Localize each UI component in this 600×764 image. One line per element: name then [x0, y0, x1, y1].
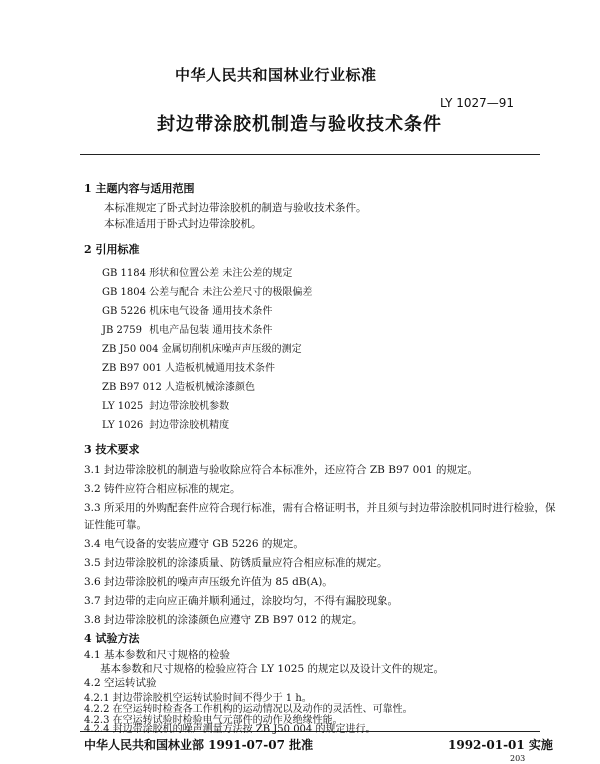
clause-3-3-cont: 证性能可靠。	[84, 519, 147, 531]
section-4-heading: 4 试验方法	[84, 632, 140, 645]
clause-4-2-4: 4.2.4 封边带涂胶机的噪声测量方法按 ZB J50 004 的规定进行。	[84, 724, 376, 735]
ref-item: JB 2759 机电产品包装 通用技术条件	[102, 325, 273, 336]
section-1-para-2: 本标准适用于卧式封边带涂胶机。	[104, 218, 262, 230]
standard-code: LY 1027—91	[440, 96, 515, 110]
clause-3-4: 3.4 电气设备的安装应遵守 GB 5226 的规定。	[84, 538, 304, 550]
section-1-heading: 1 主题内容与适用范围	[84, 182, 195, 195]
ref-item: LY 1025 封边带涂胶机参数	[102, 401, 230, 412]
clause-3-6: 3.6 封边带涂胶机的噪声声压级允许值为 85 dB(A)。	[84, 576, 333, 588]
clause-4-1: 4.1 基本参数和尺寸规格的检验	[84, 649, 231, 661]
org-title: 中华人民共和国林业行业标准	[175, 66, 377, 84]
ref-item: ZB J50 004 金属切削机床噪声声压级的测定	[102, 344, 302, 355]
ref-item: GB 1804 公差与配合 未注公差尺寸的极限偏差	[102, 287, 313, 298]
clause-4-1-text: 基本参数和尺寸规格的检验应符合 LY 1025 的规定以及设计文件的规定。	[100, 663, 444, 675]
clause-3-8: 3.8 封边带涂胶机的涂漆颜色应遵守 ZB B97 012 的规定。	[84, 614, 363, 626]
section-3-heading: 3 技术要求	[84, 443, 140, 456]
clause-4-2-2: 4.2.2 在空运转时检查各工作机构的运动情况以及动作的灵活性、可靠性。	[84, 704, 413, 715]
ref-item: LY 1026 封边带涂胶机精度	[102, 420, 230, 431]
clause-4-2: 4.2 空运转试验	[84, 677, 157, 689]
ref-item: ZB B97 001 人造板机械通用技术条件	[102, 363, 276, 374]
ref-item: ZB B97 012 人造板机械涂漆颜色	[102, 382, 256, 393]
effective-date: 1992-01-01 实施	[448, 738, 553, 752]
clause-4-2-3: 4.2.3 在空运转试验时检验电气元部件的动作及绝缘性能。	[84, 715, 343, 726]
page-number: 203	[510, 754, 526, 763]
section-2-heading: 2 引用标准	[84, 243, 140, 256]
clause-3-5: 3.5 封边带涂胶机的涂漆质量、防锈质量应符合相应标准的规定。	[84, 557, 388, 569]
issuer-line: 中华人民共和国林业部 1991-07-07 批准	[84, 738, 314, 752]
ref-item: GB 5226 机床电气设备 通用技术条件	[102, 306, 273, 317]
clause-3-2: 3.2 铸件应符合相应标准的规定。	[84, 483, 241, 495]
clause-4-2-1: 4.2.1 封边带涂胶机空运转试验时间不得少于 1 h。	[84, 693, 312, 704]
clause-3-1: 3.1 封边带涂胶机的制造与验收除应符合本标准外，还应符合 ZB B97 001 的规定。	[84, 464, 479, 476]
clause-3-7: 3.7 封边带的走向应正确并顺利通过，涂胶均匀，不得有漏胶现象。	[84, 595, 399, 607]
document-title: 封边带涂胶机制造与验收技术条件	[157, 114, 442, 135]
clause-3-3: 3.3 所采用的外购配套件应符合现行标准，需有合格证明书，并且须与封边带涂胶机同时进行检验，保	[84, 502, 556, 514]
header-rule	[80, 154, 540, 155]
ref-item: GB 1184 形状和位置公差 未注公差的规定	[102, 268, 293, 279]
section-1-para-1: 本标准规定了卧式封边带涂胶机的制造与验收技术条件。	[104, 202, 367, 214]
